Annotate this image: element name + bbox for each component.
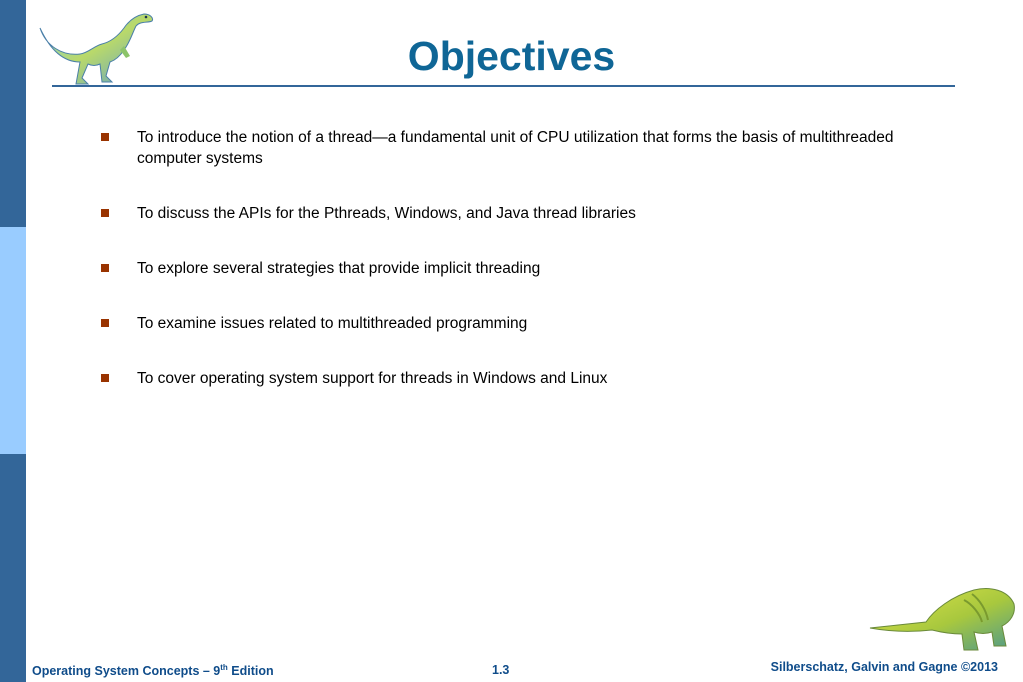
title-divider <box>52 85 955 87</box>
bullet-square-icon <box>101 319 109 327</box>
list-item <box>100 203 900 224</box>
dinosaur-icon <box>868 582 1016 654</box>
left-bar-segment-middle <box>0 227 26 454</box>
list-item-text: To cover operating system support for threads in Windows and Linux <box>137 370 608 387</box>
list-item-text: To explore several strategies that provide implicit threading <box>137 260 541 277</box>
bullet-square-icon <box>101 133 109 141</box>
list-item-text: To introduce the notion of a thread—a fundamental unit of CPU utilization that forms the basis of multithreaded computer systems <box>137 129 894 167</box>
bullet-square-icon <box>101 374 109 382</box>
footer-page-number: 1.3 <box>492 663 510 677</box>
list-item-text: To discuss the APIs for the Pthreads, Windows, and Java thread libraries <box>137 205 636 222</box>
list-item <box>100 313 900 334</box>
slide-title: Objectives <box>407 33 616 79</box>
left-bar-segment-bottom <box>0 454 26 682</box>
list-item <box>100 368 900 389</box>
objectives-list <box>100 127 900 389</box>
left-color-bar <box>0 0 26 682</box>
bullet-square-icon <box>101 209 109 217</box>
list-item-text: To examine issues related to multithreaded programming <box>137 315 528 332</box>
list-item <box>100 127 900 169</box>
footer-book-title: Operating System Concepts – 9th Edition <box>32 663 274 678</box>
bullet-square-icon <box>101 264 109 272</box>
left-bar-segment-top <box>0 0 26 227</box>
list-item <box>100 258 900 279</box>
footer-copyright: Silberschatz, Galvin and Gagne ©2013 <box>770 660 998 674</box>
